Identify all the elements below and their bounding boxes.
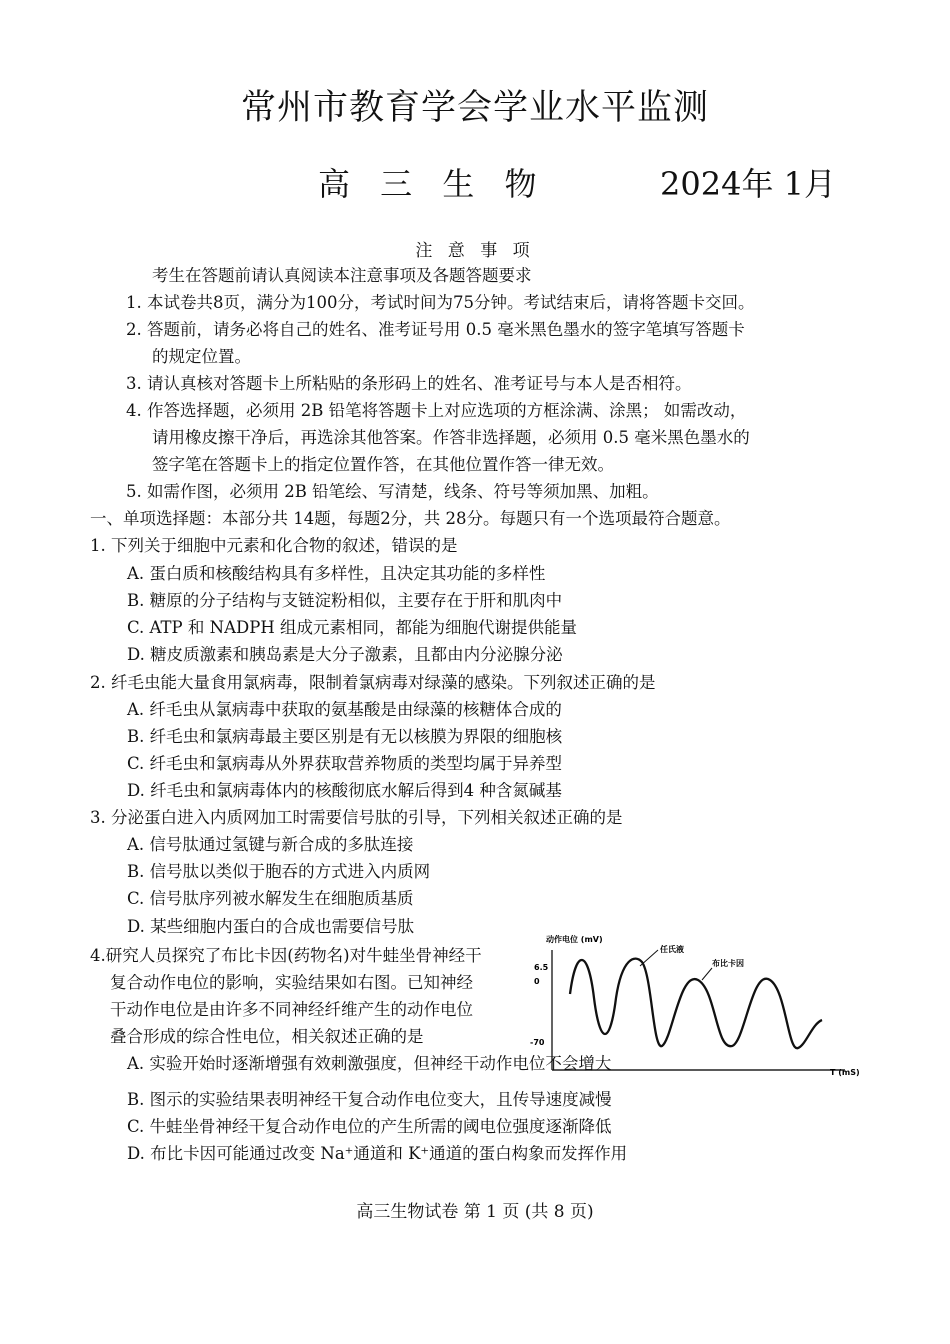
notice-item: 2. 答题前，请务必将自己的姓名、准考证号用 0.5 毫米黑色墨水的签字笔填写答题卡: [126, 320, 745, 339]
notice-item: 5. 如需作图，必须用 2B 铅笔绘、写清楚，线条、符号等须加黑、加粗。: [126, 482, 659, 501]
question-4-stem: 干动作电位是由许多不同神经纤维产生的动作电位: [110, 1000, 473, 1019]
figure-label-ren: 任氏液: [660, 945, 684, 954]
question-3-option-d: D. 某些细胞内蛋白的合成也需要信号肽: [127, 917, 415, 936]
notice-title: 注 意 事 项: [415, 241, 535, 261]
section-heading: 一、单项选择题：本部分共 14题，每题2分，共 28分。每题只有一个选项最符合题意。: [90, 509, 731, 528]
notice-item: 3. 请认真核对答题卡上所粘贴的条形码上的姓名、准考证号与本人是否相符。: [126, 374, 692, 393]
question-4-option-a: A. 实验开始时逐渐增强有效刺激强度，但神经干动作电位不会增大: [127, 1054, 612, 1073]
question-3-option-a: A. 信号肽通过氢键与新合成的多肽连接: [127, 835, 414, 854]
figure-tick-top: 6.5: [534, 963, 549, 972]
figure-curve: [570, 959, 822, 1049]
exam-date: 2024年 1月: [660, 165, 836, 203]
notice-item-cont: 的规定位置。: [152, 347, 251, 366]
question-1-option-c: C. ATP 和 NADPH 组成元素相同，都能为细胞代谢提供能量: [127, 618, 577, 637]
notice-item: 1. 本试卷共8页，满分为100分，考试时间为75分钟。考试结束后，请将答题卡交回。: [126, 293, 755, 312]
notice-item-cont: 请用橡皮擦干净后，再选涂其他答案。作答非选择题，必须用 0.5 毫米黑色墨水的: [152, 428, 750, 447]
notice-item-cont: 签字笔在答题卡上的指定位置作答，在其他位置作答一律无效。: [152, 455, 614, 474]
figure-tick-bottom: -70: [530, 1038, 545, 1047]
question-2-option-c: C. 纤毛虫和氯病毒从外界获取营养物质的类型均属于异养型: [127, 754, 563, 773]
figure-pointer-bupi: [702, 968, 712, 980]
figure-label-bupi: 布比卡因: [712, 959, 744, 968]
question-2-stem: 2. 纤毛虫能大量食用氯病毒，限制着氯病毒对绿藻的感染。下列叙述正确的是: [90, 673, 656, 692]
exam-subject: 高 三 生 物: [318, 165, 547, 203]
question-4-option-c: C. 牛蛙坐骨神经干复合动作电位的产生所需的阈电位强度逐渐降低: [127, 1117, 612, 1136]
notice-intro: 考生在答题前请认真阅读本注意事项及各题答题要求: [152, 266, 532, 285]
question-3-stem: 3. 分泌蛋白进入内质网加工时需要信号肽的引导，下列相关叙述正确的是: [90, 808, 623, 827]
figure-tick-zero: 0: [534, 977, 540, 986]
question-1-option-d: D. 糖皮质激素和胰岛素是大分子激素，且都由内分泌腺分泌: [127, 645, 563, 664]
exam-title: 常州市教育学会学业水平监测: [240, 88, 709, 128]
question-1-stem: 1. 下列关于细胞中元素和化合物的叙述，错误的是: [90, 536, 458, 555]
figure-pointer-ren: [640, 950, 658, 966]
question-1-option-b: B. 糖原的分子结构与支链淀粉相似，主要存在于肝和肌肉中: [127, 591, 563, 610]
question-4-stem: 4.研究人员探究了布比卡因(药物名)对牛蛙坐骨神经干: [90, 946, 482, 965]
question-2-option-d: D. 纤毛虫和氯病毒体内的核酸彻底水解后得到4 种含氮碱基: [127, 781, 562, 800]
question-4-option-b: B. 图示的实验结果表明神经干复合动作电位变大，且传导速度减慢: [127, 1090, 612, 1109]
question-4-option-d: D. 布比卡因可能通过改变 Na⁺通道和 K⁺通道的蛋白构象而发挥作用: [127, 1144, 628, 1163]
question-4-stem: 叠合形成的综合性电位，相关叙述正确的是: [110, 1027, 424, 1046]
notice-item: 4. 作答选择题，必须用 2B 铅笔将答题卡上对应选项的方框涂满、涂黑； 如需改动，: [126, 401, 747, 420]
question-2-option-b: B. 纤毛虫和氯病毒最主要区别是有无以核膜为界限的细胞核: [127, 727, 563, 746]
question-3-option-c: C. 信号肽序列被水解发生在细胞质基质: [127, 889, 414, 908]
question-1-option-a: A. 蛋白质和核酸结构具有多样性，且决定其功能的多样性: [127, 564, 546, 583]
question-2-option-a: A. 纤毛虫从氯病毒中获取的氨基酸是由绿藻的核糖体合成的: [127, 700, 562, 719]
question-3-option-b: B. 信号肽以类似于胞吞的方式进入内质网: [127, 862, 431, 881]
page-footer: 高三生物试卷 第 1 页 (共 8 页): [356, 1202, 594, 1222]
figure-y-axis-label: 动作电位 (mV): [546, 935, 603, 944]
question-4-stem: 复合动作电位的影响，实验结果如右图。已知神经: [110, 973, 473, 992]
figure-x-axis-label: T (mS): [830, 1068, 860, 1077]
